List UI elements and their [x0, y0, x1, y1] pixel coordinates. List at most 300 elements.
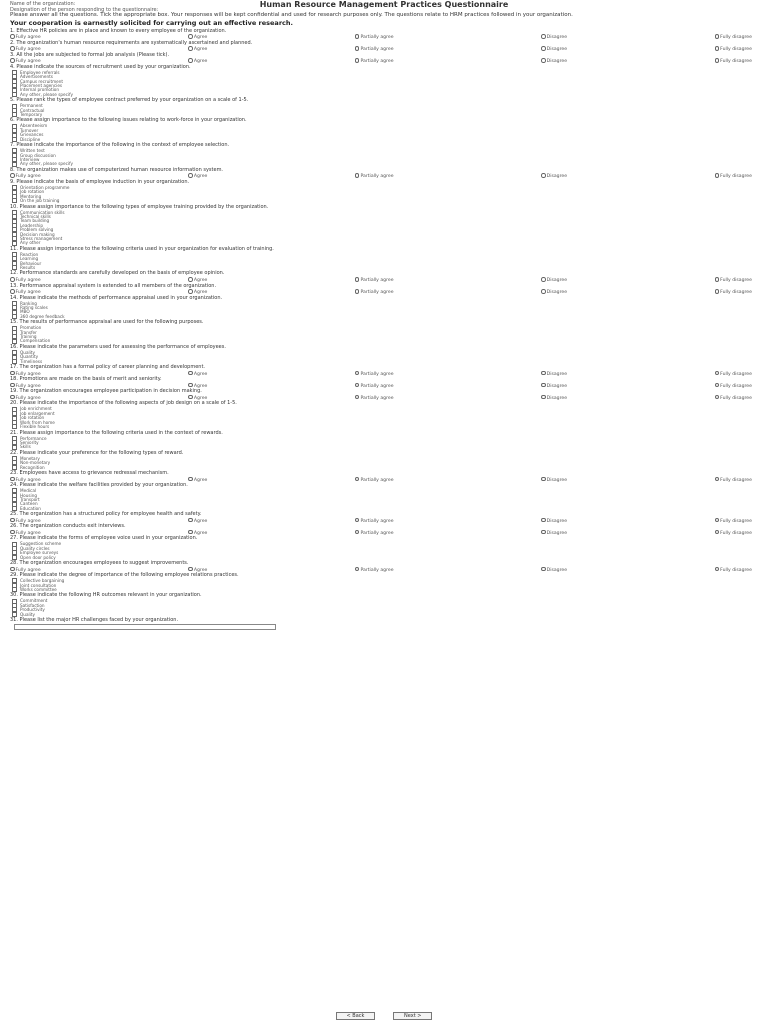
- scale-label: Disagree: [546, 34, 568, 40]
- scale-option[interactable]: [355, 289, 394, 294]
- radio-button[interactable]: [188, 46, 193, 51]
- checkbox-option[interactable]: [10, 92, 758, 96]
- scale-option[interactable]: [188, 46, 207, 51]
- radio-button[interactable]: [715, 477, 720, 482]
- scale-option[interactable]: [10, 567, 41, 572]
- question-text: 14. Please indicate the methods of performance appraisal used in your organization.: [10, 294, 223, 301]
- question-text: 20. Please indicate the importance of the following aspects of job design on a scale of 1-5.: [10, 400, 237, 407]
- scale-option[interactable]: [715, 371, 752, 376]
- scale-option[interactable]: [715, 58, 752, 63]
- designation-label: Designation of the person responding to the questionnaire:: [10, 6, 159, 13]
- option-label: Skills: [20, 444, 31, 450]
- question-item: [10, 247, 758, 270]
- scale-option[interactable]: [541, 383, 567, 388]
- radio-button[interactable]: [715, 34, 720, 39]
- question-list: [10, 29, 758, 631]
- checkbox-option[interactable]: [10, 612, 758, 616]
- radio-button[interactable]: [541, 567, 546, 572]
- radio-button[interactable]: [188, 58, 193, 63]
- scale-label: Fully agree: [15, 518, 41, 524]
- scale-label: Fully agree: [15, 371, 41, 377]
- scale-option[interactable]: [188, 173, 207, 178]
- option-label: Group discussion: [20, 152, 56, 158]
- question-text: 26. The organization conducts exit interviews.: [10, 523, 126, 530]
- radio-button[interactable]: [188, 371, 193, 376]
- scale-option[interactable]: [355, 34, 394, 39]
- checkbox-option[interactable]: [10, 555, 758, 559]
- scale-option[interactable]: [10, 371, 41, 376]
- scale-option[interactable]: [10, 58, 41, 63]
- question-item: [10, 524, 758, 535]
- radio-button[interactable]: [355, 289, 360, 294]
- scale-option[interactable]: [715, 477, 752, 482]
- scale-label: Partially agree: [360, 46, 394, 52]
- agreement-scale: [10, 173, 758, 178]
- option-label: Behaviour: [20, 260, 42, 266]
- scale-option[interactable]: [355, 530, 394, 535]
- scale-option[interactable]: [188, 58, 207, 63]
- question-item: [10, 401, 758, 429]
- scale-label: Agree: [193, 174, 208, 180]
- scale-option[interactable]: [188, 34, 207, 39]
- question-item: [10, 118, 758, 141]
- question-item: [10, 471, 758, 482]
- checkbox-option[interactable]: [10, 445, 758, 449]
- scale-option[interactable]: [188, 277, 207, 282]
- option-label: Recognition: [20, 464, 45, 470]
- option-label: Contractual: [20, 107, 45, 113]
- radio-button[interactable]: [355, 395, 360, 400]
- radio-button[interactable]: [355, 58, 360, 63]
- scale-option[interactable]: [541, 395, 567, 400]
- radio-button[interactable]: [188, 289, 193, 294]
- radio-button[interactable]: [188, 277, 193, 282]
- scale-label: Agree: [193, 530, 208, 536]
- scale-option[interactable]: [188, 477, 207, 482]
- scale-label: Disagree: [546, 46, 568, 52]
- question-item: [10, 205, 758, 246]
- scale-option[interactable]: [715, 173, 752, 178]
- question-item: [10, 377, 758, 388]
- checkbox-option[interactable]: [10, 588, 758, 592]
- option-label: Open door policy: [20, 554, 56, 560]
- radio-button[interactable]: [715, 518, 720, 523]
- checkbox-option[interactable]: [10, 266, 758, 270]
- question-text: 13. Performance appraisal system is extended to all members of the organization.: [10, 282, 217, 289]
- scale-option[interactable]: [10, 395, 41, 400]
- question-text: 29. Please indicate the degree of importance of the following employee relations practices.: [10, 572, 239, 579]
- option-label: Turnover: [20, 127, 39, 133]
- radio-button[interactable]: [188, 34, 193, 39]
- scale-option[interactable]: [715, 530, 752, 535]
- scale-label: Fully disagree: [720, 477, 752, 483]
- option-label: Collective bargaining: [20, 578, 65, 584]
- radio-button[interactable]: [10, 46, 15, 51]
- question-item: [10, 431, 758, 450]
- radio-button[interactable]: [715, 277, 720, 282]
- question-item: [10, 345, 758, 364]
- scale-label: Fully disagree: [720, 395, 752, 401]
- question-text: 17. The organization has a formal policy of career planning and development.: [10, 364, 206, 371]
- checkbox-option[interactable]: [10, 113, 758, 117]
- radio-button[interactable]: [541, 371, 546, 376]
- scale-option[interactable]: [541, 289, 567, 294]
- option-label: Written test: [20, 148, 45, 154]
- question-item: [10, 29, 758, 40]
- option-label: Education: [20, 505, 41, 511]
- question-text: 3. All the jobs are subjected to formal job analysis (Please tick).: [10, 51, 170, 58]
- question-text: 15. The results of performance appraisal are used for the following purposes.: [10, 319, 204, 326]
- option-label: Team building: [20, 218, 50, 224]
- scale-option[interactable]: [355, 395, 394, 400]
- questionnaire-page: [10, 0, 758, 1024]
- radio-button[interactable]: [188, 395, 193, 400]
- scale-label: Fully disagree: [720, 383, 752, 389]
- scale-option[interactable]: [10, 277, 41, 282]
- scale-option[interactable]: [715, 518, 752, 523]
- checkbox-option[interactable]: [10, 241, 758, 245]
- scale-option[interactable]: [715, 383, 752, 388]
- radio-button[interactable]: [715, 173, 720, 178]
- option-label: Training: [20, 334, 37, 340]
- radio-button[interactable]: [355, 383, 360, 388]
- scale-label: Fully disagree: [720, 59, 752, 65]
- radio-button[interactable]: [541, 395, 546, 400]
- scale-label: Partially agree: [360, 174, 394, 180]
- question-text: 30. Please indicate the following HR outcomes relevant in your organization.: [10, 592, 202, 599]
- radio-button[interactable]: [10, 518, 15, 523]
- radio-button[interactable]: [715, 371, 720, 376]
- option-label: Job rotation: [20, 415, 45, 421]
- scale-label: Fully disagree: [720, 174, 752, 180]
- option-label: Performance: [20, 435, 47, 441]
- scale-option[interactable]: [355, 173, 394, 178]
- next-button[interactable]: Next >: [393, 1012, 432, 1020]
- page-title: Human Resource Management Practices Questionnaire: [259, 0, 509, 9]
- radio-button[interactable]: [715, 395, 720, 400]
- option-label: Any other: [20, 240, 41, 246]
- scale-label: Partially agree: [360, 59, 394, 65]
- radio-button[interactable]: [355, 277, 360, 282]
- scale-option[interactable]: [188, 371, 207, 376]
- scale-option[interactable]: [188, 395, 207, 400]
- checkbox-option[interactable]: [10, 425, 758, 429]
- radio-button[interactable]: [541, 383, 546, 388]
- question-text: 10. Please assign importance to the following types of employee training provided by the organization.: [10, 203, 269, 210]
- option-label: 360 degree feedback: [20, 313, 65, 319]
- radio-button[interactable]: [188, 383, 193, 388]
- radio-button[interactable]: [541, 530, 546, 535]
- option-label: Quality: [20, 611, 35, 617]
- agreement-scale: [10, 289, 758, 294]
- checkbox-option[interactable]: [10, 339, 758, 343]
- option-label: Ranking: [20, 300, 37, 306]
- checkbox[interactable]: [12, 445, 17, 450]
- scale-option[interactable]: [355, 477, 394, 482]
- option-label: Compensation: [20, 338, 51, 344]
- scale-option[interactable]: [541, 34, 567, 39]
- question-item: [10, 618, 758, 631]
- question-item: [10, 593, 758, 616]
- checkbox[interactable]: [12, 241, 17, 246]
- agreement-scale: [10, 477, 758, 482]
- question-item: [10, 284, 758, 295]
- scale-option[interactable]: [541, 567, 567, 572]
- scale-label: Partially agree: [360, 289, 394, 295]
- scale-label: Fully disagree: [720, 371, 752, 377]
- scale-option[interactable]: [10, 46, 41, 51]
- question-item: [10, 573, 758, 592]
- option-label: Job enlargement: [20, 410, 55, 416]
- radio-button[interactable]: [10, 477, 15, 482]
- scale-option[interactable]: [10, 530, 41, 535]
- option-label: Job enrichment: [20, 406, 52, 412]
- option-label: Placement agencies: [20, 82, 63, 88]
- scale-option[interactable]: [188, 383, 207, 388]
- checkbox-option[interactable]: [10, 199, 758, 203]
- scale-option[interactable]: [541, 530, 567, 535]
- agreement-scale: [10, 46, 758, 51]
- scale-label: Partially agree: [360, 567, 394, 573]
- navigation-footer: [10, 1012, 758, 1020]
- scale-option[interactable]: [188, 530, 207, 535]
- scale-option[interactable]: [715, 34, 752, 39]
- question-item: [10, 168, 758, 179]
- scale-option[interactable]: [541, 518, 567, 523]
- option-label: Suggestion scheme: [20, 541, 62, 547]
- checkbox[interactable]: [12, 162, 17, 167]
- radio-button[interactable]: [10, 395, 15, 400]
- radio-button[interactable]: [355, 567, 360, 572]
- question-text: 7. Please indicate the importance of the following in the context of employee selection.: [10, 142, 230, 149]
- scale-label: Fully agree: [15, 530, 41, 536]
- option-label: Monetary: [20, 455, 40, 461]
- scale-label: Agree: [193, 46, 208, 52]
- radio-button[interactable]: [10, 567, 15, 572]
- option-label: Learning: [20, 256, 39, 262]
- option-label: Results: [20, 264, 36, 270]
- question-item: [10, 389, 758, 400]
- scale-label: Disagree: [546, 567, 568, 573]
- option-label: Advertisements: [20, 74, 53, 80]
- radio-button[interactable]: [715, 58, 720, 63]
- scale-label: Agree: [193, 567, 208, 573]
- checkbox-option[interactable]: [10, 359, 758, 363]
- radio-button[interactable]: [10, 277, 15, 282]
- radio-button[interactable]: [541, 477, 546, 482]
- scale-label: Partially agree: [360, 34, 394, 40]
- scale-option[interactable]: [355, 518, 394, 523]
- question-item: [10, 53, 758, 64]
- radio-button[interactable]: [715, 289, 720, 294]
- scale-label: Agree: [193, 383, 208, 389]
- scale-option[interactable]: [10, 477, 41, 482]
- answer-text-field[interactable]: [14, 624, 276, 630]
- option-label: Quantity: [20, 354, 39, 360]
- scale-label: Disagree: [546, 518, 568, 524]
- question-text: 28. The organization encourages employees to suggest improvements.: [10, 560, 189, 567]
- scale-label: Disagree: [546, 277, 568, 283]
- checkbox-option[interactable]: [10, 506, 758, 510]
- radio-button[interactable]: [355, 371, 360, 376]
- question-text: 9. Please indicate the basis of employee induction in your organization.: [10, 178, 190, 185]
- scale-option[interactable]: [355, 383, 394, 388]
- question-text: 23. Employees have access to grievance redressal mechanism.: [10, 470, 169, 477]
- scale-label: Fully agree: [15, 174, 41, 180]
- radio-button[interactable]: [715, 530, 720, 535]
- radio-button[interactable]: [10, 530, 15, 535]
- question-item: [10, 483, 758, 511]
- radio-button[interactable]: [355, 518, 360, 523]
- option-label: Transport: [20, 496, 40, 502]
- scale-label: Fully disagree: [720, 530, 752, 536]
- option-label: Job rotation: [20, 189, 45, 195]
- scale-option[interactable]: [541, 46, 567, 51]
- radio-button[interactable]: [715, 383, 720, 388]
- question-item: [10, 65, 758, 97]
- respondent-meta: [10, 2, 158, 13]
- scale-option[interactable]: [715, 277, 752, 282]
- scale-option[interactable]: [715, 46, 752, 51]
- question-item: [10, 561, 758, 572]
- scale-label: Disagree: [546, 174, 568, 180]
- checkbox[interactable]: [12, 339, 17, 344]
- option-label: Productivity: [20, 607, 45, 613]
- option-label: Medical: [20, 488, 37, 494]
- radio-button[interactable]: [10, 383, 15, 388]
- agreement-scale: [10, 383, 758, 388]
- radio-button[interactable]: [10, 34, 15, 39]
- option-label: Internal promotion: [20, 87, 59, 93]
- option-label: Campus recruitment: [20, 78, 64, 84]
- agreement-scale: [10, 518, 758, 523]
- scale-option[interactable]: [10, 383, 41, 388]
- radio-button[interactable]: [188, 173, 193, 178]
- option-label: Discipline: [20, 136, 41, 142]
- agreement-scale: [10, 530, 758, 535]
- scale-option[interactable]: [355, 567, 394, 572]
- radio-button[interactable]: [355, 34, 360, 39]
- scale-option[interactable]: [10, 34, 41, 39]
- question-text: 21. Please assign importance to the following criteria used in the context of rewards.: [10, 429, 223, 436]
- scale-label: Disagree: [546, 59, 568, 65]
- option-label: Work from home: [20, 419, 55, 425]
- agreement-scale: [10, 34, 758, 39]
- scale-option[interactable]: [541, 173, 567, 178]
- option-label: Any other, please specify: [20, 161, 73, 167]
- checkbox-option[interactable]: [10, 465, 758, 469]
- question-text: 25. The organization has a structured policy for employee health and safety.: [10, 511, 202, 518]
- scale-option[interactable]: [188, 289, 207, 294]
- checkbox-option[interactable]: [10, 314, 758, 318]
- radio-button[interactable]: [715, 46, 720, 51]
- scale-option[interactable]: [355, 371, 394, 376]
- radio-button[interactable]: [541, 289, 546, 294]
- scale-label: Fully agree: [15, 277, 41, 283]
- radio-button[interactable]: [355, 477, 360, 482]
- option-label: Permanent: [20, 103, 43, 109]
- radio-button[interactable]: [10, 173, 15, 178]
- scale-option[interactable]: [10, 518, 41, 523]
- radio-button[interactable]: [188, 477, 193, 482]
- scale-label: Agree: [193, 371, 208, 377]
- radio-button[interactable]: [541, 46, 546, 51]
- question-item: [10, 365, 758, 376]
- scale-label: Agree: [193, 34, 208, 40]
- scale-option[interactable]: [355, 58, 394, 63]
- radio-button[interactable]: [355, 530, 360, 535]
- scale-label: Agree: [193, 277, 208, 283]
- question-item: [10, 451, 758, 470]
- scale-option[interactable]: [541, 477, 567, 482]
- radio-button[interactable]: [541, 518, 546, 523]
- scale-label: Agree: [193, 518, 208, 524]
- scale-option[interactable]: [188, 518, 207, 523]
- agreement-scale: [10, 567, 758, 572]
- scale-option[interactable]: [715, 289, 752, 294]
- question-item: [10, 320, 758, 343]
- checkbox[interactable]: [12, 198, 17, 203]
- radio-button[interactable]: [188, 530, 193, 535]
- radio-button[interactable]: [10, 58, 15, 63]
- radio-button[interactable]: [10, 371, 15, 376]
- option-label: Temporary: [20, 112, 43, 117]
- radio-button[interactable]: [10, 289, 15, 294]
- scale-option[interactable]: [715, 395, 752, 400]
- checkbox-option[interactable]: [10, 162, 758, 166]
- option-label: Employee surveys: [20, 550, 59, 556]
- option-label: MBO: [20, 309, 30, 315]
- radio-button[interactable]: [355, 46, 360, 51]
- question-item: [10, 296, 758, 319]
- checkbox-option[interactable]: [10, 137, 758, 141]
- option-label: Problem solving: [20, 227, 54, 233]
- question-text: 8. The organization makes use of computerized human resource information system.: [10, 166, 224, 173]
- scale-option[interactable]: [541, 58, 567, 63]
- question-text: 6. Please assign importance to the following issues relating to work-force in your organization.: [10, 117, 247, 124]
- scale-option[interactable]: [355, 46, 394, 51]
- scale-option[interactable]: [541, 277, 567, 282]
- scale-label: Fully agree: [15, 59, 41, 65]
- back-button[interactable]: < Back: [336, 1012, 376, 1020]
- scale-option[interactable]: [715, 567, 752, 572]
- scale-label: Partially agree: [360, 518, 394, 524]
- scale-option[interactable]: [10, 289, 41, 294]
- radio-button[interactable]: [541, 58, 546, 63]
- scale-label: Disagree: [546, 371, 568, 377]
- option-label: Flexible hours: [20, 424, 50, 430]
- radio-button[interactable]: [355, 173, 360, 178]
- scale-option[interactable]: [355, 277, 394, 282]
- scale-option[interactable]: [10, 173, 41, 178]
- question-item: [10, 271, 758, 282]
- question-item: [10, 536, 758, 559]
- question-text: 18. Promotions are made on the basis of merit and seniority.: [10, 376, 162, 383]
- scale-option[interactable]: [188, 567, 207, 572]
- checkbox[interactable]: [12, 424, 17, 429]
- option-label: Technical skills: [20, 213, 51, 219]
- question-item: [10, 143, 758, 166]
- radio-button[interactable]: [541, 34, 546, 39]
- radio-button[interactable]: [541, 277, 546, 282]
- radio-button[interactable]: [541, 173, 546, 178]
- question-item: [10, 41, 758, 52]
- scale-option[interactable]: [541, 371, 567, 376]
- radio-button[interactable]: [715, 567, 720, 572]
- scale-label: Partially agree: [360, 477, 394, 483]
- radio-button[interactable]: [188, 518, 193, 523]
- radio-button[interactable]: [188, 567, 193, 572]
